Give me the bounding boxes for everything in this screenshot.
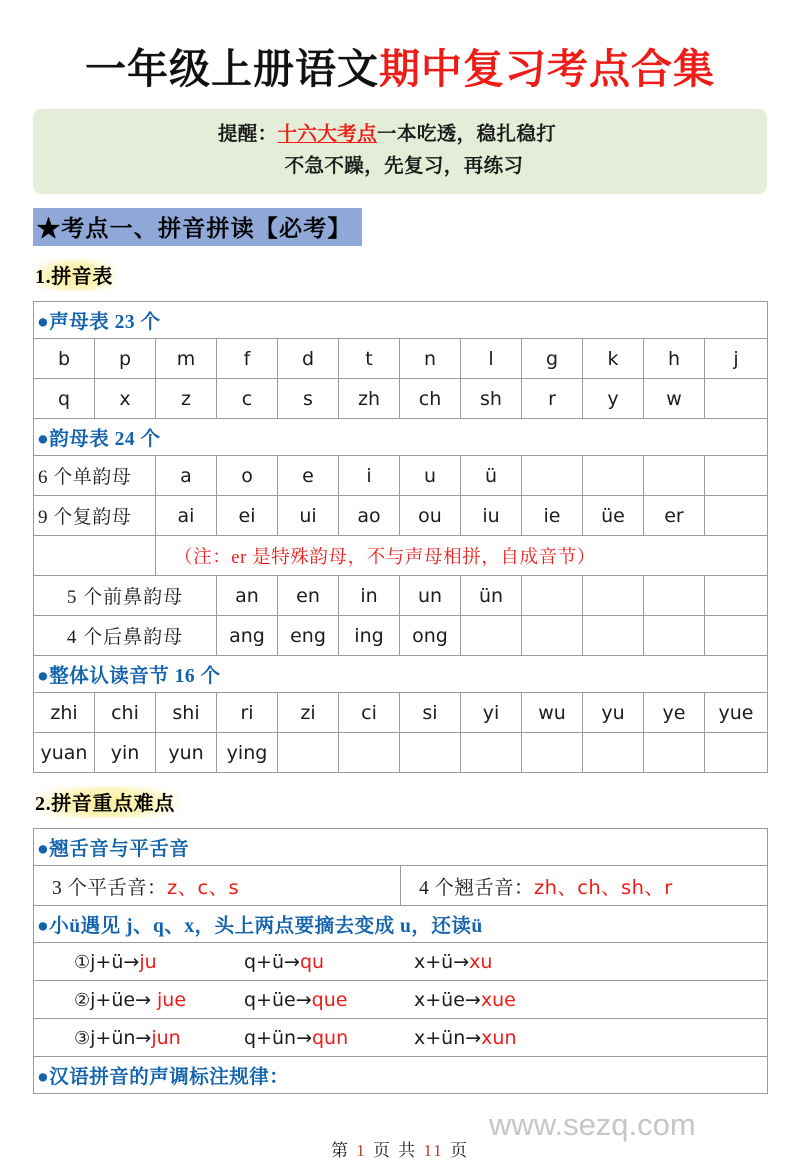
table-row [34,943,768,981]
cell: t [339,339,400,379]
cell: ri [217,693,278,733]
cell: h [644,339,705,379]
cell-empty [644,733,705,773]
rule-result: xun [481,1026,517,1049]
reminder-highlight: 十六大考点 [277,124,378,146]
tone-rule-header: ●汉语拼音的声调标注规律： [34,1057,768,1094]
rule-left: j+üe→ [90,988,158,1011]
cell: s [278,379,339,419]
rule-number: ③ [74,1027,91,1049]
difficulty-table [33,828,768,1094]
cell: f [217,339,278,379]
rule-col-1 [74,989,244,1011]
footer-mid: 页 共 [372,1141,418,1160]
cell: n [400,339,461,379]
cell-empty [705,733,768,773]
reminder-label: 提醒： [217,124,278,146]
cell: z [156,379,217,419]
table-row [34,829,768,866]
rule-left: j+ün→ [90,1026,152,1049]
footer-suffix: 页 [450,1141,470,1160]
cell: e [278,456,339,496]
table-row [34,693,768,733]
table-row [34,379,768,419]
small-u-header-b: ，头上两点要摘去变成 u，还读ü [194,916,483,938]
rule-left: q+ün→ [244,1026,312,1049]
small-u-header [34,906,768,943]
cell: o [217,456,278,496]
watermark: www.sezq.com [489,1107,696,1142]
cell: üe [583,496,644,536]
cell: ei [217,496,278,536]
rule-left: x+ü→ [414,950,470,973]
cell: in [339,576,400,616]
cell: yi [461,693,522,733]
cell: ch [400,379,461,419]
cell-empty [705,379,768,419]
document-page [0,44,800,1175]
rule-number: ① [74,951,91,973]
cell: y [583,379,644,419]
cell: ye [644,693,705,733]
table-row [34,419,768,456]
cell: x [95,379,156,419]
cell: ci [339,693,400,733]
cell-empty [644,616,705,656]
rule-col-2 [244,951,414,973]
footer-total-pages: 11 [423,1141,444,1160]
row-label-single-finals: 6 个单韵母 [34,456,156,496]
table-row [34,656,768,693]
table-row [34,456,768,496]
cell: ang [217,616,278,656]
flat-tongue-label: 3 个平舌音： [52,877,167,899]
cell-empty [583,733,644,773]
cell: yin [95,733,156,773]
yunmu-header: ●韵母表 24 个 [34,419,768,456]
section-heading-1: ★考点一、拼音拼读【必考】 [33,208,362,246]
cell: zhi [34,693,95,733]
cell: l [461,339,522,379]
table-row [34,906,768,943]
small-u-header-a: ●小ü遇见 [37,916,126,938]
shengmu-header: ●声母表 23 个 [34,302,768,339]
table-row [34,616,768,656]
table-row [34,339,768,379]
zhengti-header: ●整体认读音节 16 个 [34,656,768,693]
cell-empty [644,576,705,616]
cell: ü [461,456,522,496]
er-special-note: （注：er 是特殊韵母，不与声母相拼，自成音节） [156,536,768,576]
cell: p [95,339,156,379]
small-u-rule-row-2 [34,981,768,1019]
cell: ing [339,616,400,656]
rule-left: x+üe→ [414,988,481,1011]
cell: i [339,456,400,496]
cell: yue [705,693,768,733]
cell-empty [461,616,522,656]
cell: w [644,379,705,419]
flat-tongue-values: z、c、s [166,875,240,899]
cell-empty [705,456,768,496]
page-title [33,44,767,95]
rule-col-3 [414,989,584,1011]
rule-result: qun [311,1026,349,1049]
cell: yuan [34,733,95,773]
rule-result: ju [139,950,157,973]
rule-left: x+ün→ [414,1026,482,1049]
rule-col-3 [414,1027,584,1049]
title-black-part: 一年级上册语文 [85,46,379,92]
rule-result: que [311,988,348,1011]
cell: a [156,456,217,496]
cell-empty [522,456,583,496]
cell: ie [522,496,583,536]
cell: g [522,339,583,379]
cell: k [583,339,644,379]
rule-result: qu [299,950,325,973]
cell-empty [522,616,583,656]
table-row [34,536,768,576]
cell: eng [278,616,339,656]
table-row [34,302,768,339]
cell-empty [705,616,768,656]
cell: sh [461,379,522,419]
sub-heading-wrap-1 [33,246,767,301]
cell-empty [644,456,705,496]
cell-empty [522,576,583,616]
pinyin-table [33,301,768,773]
cell: un [400,576,461,616]
cell: ou [400,496,461,536]
table-row [34,733,768,773]
small-u-rule-row-1 [34,943,768,981]
cell: iu [461,496,522,536]
cell-empty [278,733,339,773]
cell: d [278,339,339,379]
curled-tongue-label: 4 个翘舌音： [419,877,534,899]
cell: ui [278,496,339,536]
cell: j [705,339,768,379]
cell-empty [583,456,644,496]
cell: ying [217,733,278,773]
rule-result: xu [469,950,493,973]
cell-empty [705,496,768,536]
table-row [34,496,768,536]
rule-result: jue [157,988,187,1011]
cell: ao [339,496,400,536]
cell: yu [583,693,644,733]
sub-heading-wrap-2 [33,773,767,828]
curled-tongue-values: zh、ch、sh、r [533,875,673,899]
cell: chi [95,693,156,733]
rule-left: q+ü→ [244,950,300,973]
cell: r [522,379,583,419]
small-u-header-jqx: j、q、x [126,916,195,938]
cell: ong [400,616,461,656]
sub-heading-difficulty: 2.拼音重点难点 [33,786,180,818]
table-row [34,576,768,616]
cell: an [217,576,278,616]
cell: er [644,496,705,536]
cell: m [156,339,217,379]
flat-tongue-cell [34,866,401,906]
tongue-sounds-header: ●翘舌音与平舌音 [34,829,768,866]
rule-result: jun [151,1026,181,1049]
reminder-line-1 [33,119,741,151]
cell: u [400,456,461,496]
small-u-rule-row-3 [34,1019,768,1057]
cell-empty [583,616,644,656]
reminder-line-1-rest: 一本吃透，稳扎稳打 [377,124,557,146]
footer-prefix: 第 [330,1141,350,1160]
rule-col-1 [74,951,244,973]
row-label-back-nasal: 4 个后鼻韵母 [34,616,217,656]
row-label-front-nasal: 5 个前鼻韵母 [34,576,217,616]
curled-tongue-cell [401,866,768,906]
reminder-box [33,109,767,194]
cell: ün [461,576,522,616]
cell-empty [461,733,522,773]
rule-col-1 [74,1027,244,1049]
table-row [34,1019,768,1057]
table-row [34,1057,768,1094]
table-row [34,981,768,1019]
cell: b [34,339,95,379]
cell: c [217,379,278,419]
cell-empty [34,536,156,576]
rule-result: xue [480,988,516,1011]
cell: wu [522,693,583,733]
cell: zh [339,379,400,419]
cell: zi [278,693,339,733]
cell: si [400,693,461,733]
rule-col-2 [244,1027,414,1049]
rule-col-2 [244,989,414,1011]
cell: yun [156,733,217,773]
page-footer [0,1136,800,1161]
cell-empty [339,733,400,773]
sub-heading-pinyin-table: 1.拼音表 [33,259,118,291]
cell: ai [156,496,217,536]
cell-empty [400,733,461,773]
cell-empty [522,733,583,773]
row-label-compound-finals: 9 个复韵母 [34,496,156,536]
cell: shi [156,693,217,733]
cell: q [34,379,95,419]
cell-empty [705,576,768,616]
cell: en [278,576,339,616]
footer-current-page: 1 [356,1141,367,1160]
cell-empty [583,576,644,616]
rule-left: q+üe→ [244,988,312,1011]
rule-left: j+ü→ [90,950,140,973]
title-red-part: 期中复习考点合集 [379,46,715,92]
rule-number: ② [74,989,91,1011]
table-row [34,866,768,906]
rule-col-3 [414,951,584,973]
reminder-line-2: 不急不躁，先复习，再练习 [284,155,524,177]
section-heading-wrap [33,194,767,246]
